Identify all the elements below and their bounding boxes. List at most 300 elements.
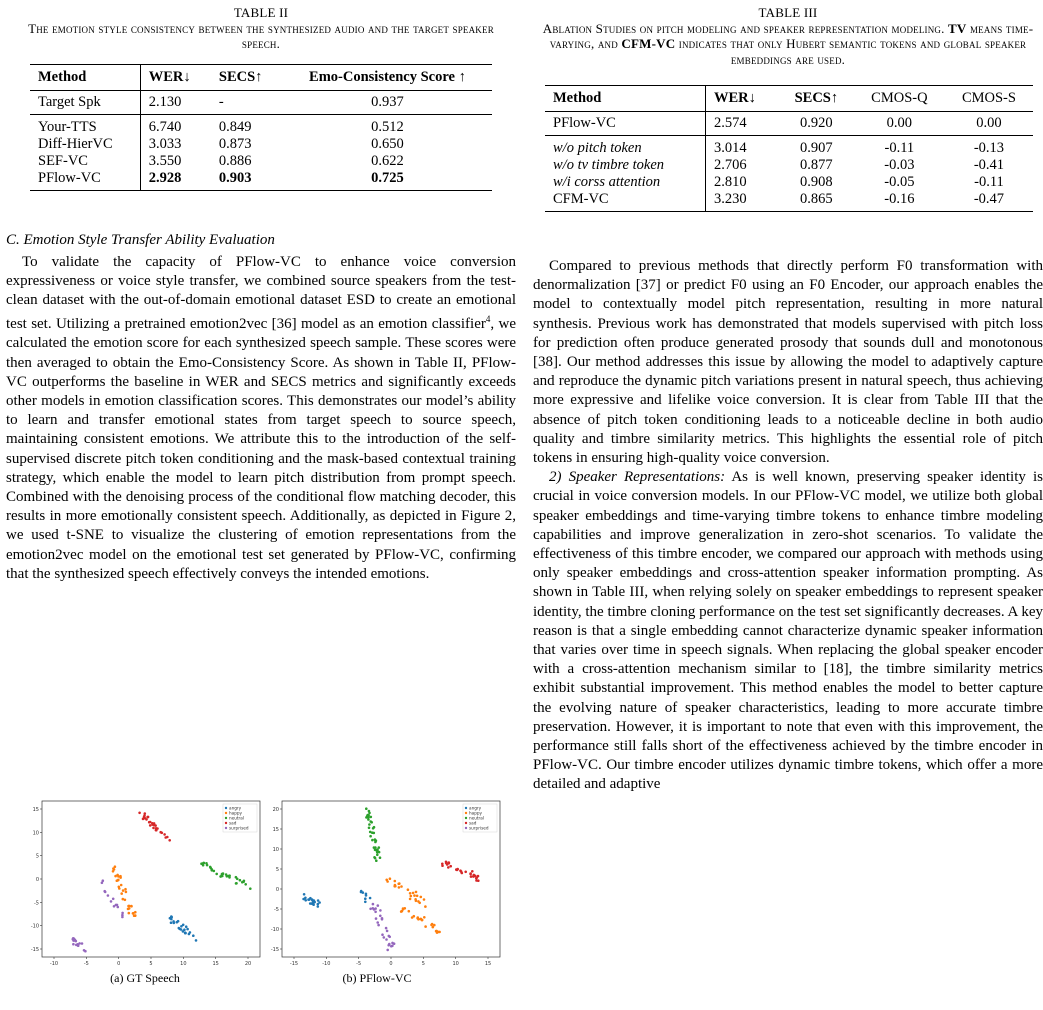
x-tick-label: -5 xyxy=(356,961,362,967)
scatter-point xyxy=(375,917,378,920)
scatter-point xyxy=(312,903,315,906)
y-tick-label: -10 xyxy=(270,927,279,933)
legend-marker xyxy=(465,812,467,814)
scatter-point xyxy=(133,914,136,917)
body-paragraph xyxy=(6,253,516,584)
scatter-point xyxy=(386,949,389,952)
scatter-point xyxy=(107,894,110,897)
scatter-point xyxy=(373,832,376,835)
scatter-point xyxy=(122,898,125,901)
paragraph-text: , we calculated the emotion score for each synthesized speech sample. These scores were then averaged to obtain the Emo-Consistency Score. As shown in Table II, PFlow-VC outperforms the baseline in WER and SECS metrics and significantly exceeds other models in emotion classification scores. This demonstrates our model’s ability to learn and transfer emotional states from target speech to source speech, maintaining consistent emotions. We attribute this to the introduction of the self-supervised discrete pitch token conditioning and the mask-based contextual training strategy, which enable the model to learn pitch distribution from prompt speech. Combined with the denoising process of the conditional flow matching decoder, this results in more emotionally consistent speech. Additionally, as depicted in Figure 2, we used t-SNE to visualize the clustering of emotion representations from the emotion2vec model on the emotional test set generated by PFlow-VC, confirming that the synthesized speech effectively conveys the intended emotions. xyxy=(6,316,516,582)
caption-abbrev-cfm: CFM-VC xyxy=(621,36,676,51)
scatter-point xyxy=(121,916,124,919)
scatter-point xyxy=(432,926,435,929)
table-row xyxy=(545,174,1033,191)
table-cell: PFlow-VC xyxy=(30,170,140,191)
table-cell: Your-TTS xyxy=(30,114,140,136)
table-cell: 2.928 xyxy=(140,170,211,191)
legend-marker xyxy=(225,812,227,814)
scatter-point xyxy=(374,846,377,849)
scatter-point xyxy=(102,879,105,882)
scatter-point xyxy=(413,894,416,897)
scatter-point xyxy=(213,870,216,873)
y-tick-label: 5 xyxy=(35,853,39,860)
caption-abbrev-tv: TV xyxy=(948,20,967,36)
table-cell: 0.903 xyxy=(211,170,283,191)
table-cell: 0.920 xyxy=(779,112,854,136)
scatter-point xyxy=(416,917,419,920)
table3-number: TABLE III xyxy=(758,5,818,20)
scatter-point xyxy=(369,897,372,900)
table-cell: -0.11 xyxy=(884,140,915,156)
table-cell: 0.622 xyxy=(371,152,404,169)
table-cell: -0.05 xyxy=(884,174,915,190)
scatter-point xyxy=(104,891,107,894)
figure-caption-a: (a) GT Speech xyxy=(110,971,180,985)
table-cell: 3.230 xyxy=(705,191,778,212)
scatter-point xyxy=(424,905,427,908)
scatter-point xyxy=(184,932,187,935)
scatter-point xyxy=(372,827,375,830)
x-tick-label: 10 xyxy=(180,961,187,967)
figure-caption-b: (b) PFlow-VC xyxy=(342,971,412,985)
scatter-point xyxy=(420,896,423,899)
legend-marker xyxy=(225,827,227,829)
scatter-point xyxy=(164,836,167,839)
table-cell: -0.41 xyxy=(973,157,1005,173)
table-cell: 0.00 xyxy=(945,112,1033,136)
scatter-point xyxy=(386,880,389,883)
table-cell: -0.47 xyxy=(945,191,1033,212)
table2-caption xyxy=(6,5,516,52)
table-row xyxy=(545,191,1033,212)
table-cell: -0.03 xyxy=(884,157,915,173)
scatter-point xyxy=(385,938,388,941)
paragraph-text: To validate the capacity of PFlow-VC to enhance voice conversion expressiveness or voice style transfer, we combined source speakers from the test-clean dataset with the out-of-domain emotional dataset ESD to create an emotional test set. Utilizing a pretrained emotion2vec [36] model as an emotion classifier xyxy=(6,253,516,333)
section-title: C. Emotion Style Transfer Ability Evaluation xyxy=(6,231,275,248)
body-paragraph xyxy=(533,468,1043,794)
table-cell: -0.11 xyxy=(974,174,1004,190)
scatter-point xyxy=(441,864,444,867)
scatter-point xyxy=(144,812,147,815)
table-cell: 0.907 xyxy=(800,140,833,156)
scatter-point xyxy=(372,907,375,910)
table3-header: CMOS-Q xyxy=(854,86,945,112)
scatter-point xyxy=(420,918,423,921)
table3-header: WER↓ xyxy=(705,86,778,112)
scatter-point xyxy=(215,873,218,876)
scatter-point xyxy=(163,833,166,836)
x-tick-label: 20 xyxy=(244,961,252,967)
scatter-point xyxy=(447,866,450,869)
scatter-point xyxy=(185,925,188,928)
scatter-point xyxy=(386,930,389,933)
table2-header: Emo-Consistency Score ↑ xyxy=(283,64,492,90)
legend-label: neutral xyxy=(469,815,484,821)
x-tick-label: -10 xyxy=(322,961,331,967)
scatter-point xyxy=(400,885,403,888)
scatter-point xyxy=(407,888,410,891)
y-tick-label: -15 xyxy=(30,947,39,953)
scatter-point xyxy=(449,865,452,868)
table2 xyxy=(30,64,492,191)
x-tick-label: 15 xyxy=(212,961,219,967)
table3-header: CMOS-S xyxy=(945,86,1033,112)
legend-label: angry xyxy=(229,805,242,811)
scatter-point xyxy=(236,878,239,881)
scatter-point xyxy=(182,930,185,933)
subsection-heading: 2) Speaker Representations: xyxy=(549,469,726,486)
scatter-point xyxy=(118,886,121,889)
figure-2 xyxy=(20,795,510,995)
scatter-point xyxy=(192,934,195,937)
table-row xyxy=(30,136,492,153)
table-cell: 2.130 xyxy=(140,90,211,114)
y-tick-label: -10 xyxy=(30,923,39,930)
scatter-point xyxy=(112,870,115,873)
table-cell: 0.877 xyxy=(800,157,833,173)
scatter-point xyxy=(219,875,222,878)
table-cell: 3.550 xyxy=(148,152,182,169)
scatter-point xyxy=(151,822,154,825)
x-tick-label: 5 xyxy=(421,961,425,967)
scatter-point xyxy=(445,861,448,864)
x-tick-label: 10 xyxy=(452,961,459,967)
scatter-point xyxy=(371,839,374,842)
legend-marker xyxy=(465,807,467,809)
scatter-point xyxy=(430,924,433,927)
y-tick-label: -15 xyxy=(270,947,279,953)
table-cell: Diff-HierVC xyxy=(30,136,140,153)
table-cell: 0.937 xyxy=(283,90,492,114)
scatter-point xyxy=(381,918,384,921)
y-tick-label: 10 xyxy=(32,830,39,837)
scatter-point xyxy=(144,817,147,820)
scatter-point xyxy=(125,891,128,894)
y-tick-label: 5 xyxy=(275,867,279,873)
scatter-point xyxy=(471,870,474,873)
scatter-point xyxy=(394,880,397,883)
scatter-point xyxy=(464,871,467,874)
x-tick-label: 0 xyxy=(389,961,393,967)
scatter-point xyxy=(241,881,244,884)
table-row xyxy=(30,153,492,170)
scatter-point xyxy=(377,904,380,907)
table-cell: 0.512 xyxy=(371,118,404,135)
scatter-point xyxy=(365,894,368,897)
scatter-point xyxy=(317,905,320,908)
scatter-point xyxy=(391,945,394,948)
scatter-point xyxy=(366,815,369,818)
table2-caption-text: The emotion style consistency between the synthesized audio and the target speaker speech. xyxy=(28,20,494,51)
table-cell: -0.16 xyxy=(854,191,945,212)
scatter-point xyxy=(209,866,212,869)
y-tick-label: -5 xyxy=(34,900,39,907)
scatter-point xyxy=(383,936,386,939)
table3-caption-text: Ablation Studies on pitch modeling and speaker representation modeling. TV means time-varying, and CFM-VC indicates that only Hubert semantic tokens and global speaker embeddings are used. xyxy=(542,20,1034,67)
scatter-point xyxy=(132,912,135,915)
scatter-point xyxy=(77,944,80,947)
scatter-point xyxy=(117,906,120,909)
scatter-point xyxy=(221,873,224,876)
scatter-point xyxy=(388,943,391,946)
table-row xyxy=(30,170,492,191)
right-column xyxy=(533,0,1043,795)
tsne-panel-gt xyxy=(31,801,260,967)
table3-header: Method xyxy=(545,86,705,112)
scatter-point xyxy=(362,891,365,894)
scatter-point xyxy=(121,912,124,915)
scatter-point xyxy=(138,812,141,815)
scatter-point xyxy=(398,886,401,889)
table-cell: Target Spk xyxy=(30,90,140,114)
scatter-point xyxy=(249,887,252,890)
scatter-point xyxy=(368,812,371,815)
y-tick-label: 0 xyxy=(275,887,279,893)
scatter-point xyxy=(368,823,371,826)
scatter-point xyxy=(369,831,372,834)
scatter-point xyxy=(180,925,183,928)
table-row xyxy=(30,114,492,136)
table-cell: 0.725 xyxy=(283,170,492,191)
scatter-point xyxy=(120,892,123,895)
table-cell: CFM-VC xyxy=(545,191,705,212)
scatter-point xyxy=(364,897,367,900)
scatter-point xyxy=(170,921,173,924)
scatter-point xyxy=(147,816,150,819)
scatter-point xyxy=(376,851,379,854)
scatter-point xyxy=(365,807,368,810)
scatter-point xyxy=(161,832,164,835)
legend-label: neutral xyxy=(229,815,244,821)
table-row xyxy=(545,136,1033,158)
scatter-point xyxy=(408,910,411,913)
scatter-point xyxy=(309,902,312,905)
scatter-point xyxy=(470,875,473,878)
scatter-point xyxy=(176,921,179,924)
scatter-point xyxy=(202,862,205,865)
scatter-point xyxy=(370,816,373,819)
scatter-point xyxy=(235,882,238,885)
scatter-point xyxy=(402,908,405,911)
x-tick-label: 0 xyxy=(117,961,121,967)
scatter-point xyxy=(189,931,192,934)
scatter-point xyxy=(388,936,391,939)
scatter-point xyxy=(417,900,420,903)
scatter-point xyxy=(128,912,131,915)
footnote-mark: 4 xyxy=(485,314,491,325)
scatter-point xyxy=(377,924,380,927)
table-cell: 0.650 xyxy=(371,135,404,152)
scatter-point xyxy=(72,943,75,946)
scatter-point xyxy=(374,849,377,852)
scatter-point xyxy=(364,901,367,904)
legend-label: surprised xyxy=(229,825,249,831)
table-cell: 0.00 xyxy=(854,112,945,136)
scatter-point xyxy=(114,875,117,878)
table3-caption xyxy=(533,5,1043,67)
scatter-point xyxy=(374,839,377,842)
legend-marker xyxy=(465,822,467,824)
tsne-figure xyxy=(20,795,510,975)
scatter-point xyxy=(379,915,382,918)
table-cell: 0.849 xyxy=(218,118,252,135)
scatter-point xyxy=(381,933,384,936)
scatter-point xyxy=(385,927,388,930)
scatter-point xyxy=(309,897,312,900)
tsne-panel-pflow xyxy=(271,801,500,967)
scatter-point xyxy=(128,907,131,910)
x-tick-label: -5 xyxy=(83,961,89,967)
scatter-point xyxy=(394,885,397,888)
scatter-point xyxy=(195,939,198,942)
table3 xyxy=(545,85,1033,212)
legend-label: sad xyxy=(469,820,477,826)
x-tick-label: 15 xyxy=(484,961,492,967)
scatter-point xyxy=(178,928,181,931)
legend-label: happy xyxy=(229,810,243,816)
legend-label: surprised xyxy=(469,825,489,831)
scatter-point xyxy=(373,856,376,859)
scatter-point xyxy=(415,900,418,903)
legend-marker xyxy=(225,822,227,824)
y-tick-label: 10 xyxy=(272,847,279,853)
scatter-point xyxy=(110,900,113,903)
scatter-point xyxy=(122,889,125,892)
scatter-point xyxy=(424,925,427,928)
scatter-point xyxy=(461,872,464,875)
scatter-point xyxy=(113,905,116,908)
y-tick-label: 20 xyxy=(272,807,279,813)
table2-header: WER↓ xyxy=(140,64,211,90)
table-cell: 0.886 xyxy=(218,152,252,169)
scatter-point xyxy=(148,821,151,824)
table-cell: 2.706 xyxy=(713,157,747,173)
scatter-point xyxy=(206,864,209,867)
legend-label: happy xyxy=(469,810,483,816)
table-row xyxy=(30,90,492,114)
table-cell: w/o tv timbre token xyxy=(545,157,705,174)
table2-header: SECS↑ xyxy=(211,64,283,90)
table-cell: w/o pitch token xyxy=(545,136,705,158)
scatter-point xyxy=(168,839,171,842)
scatter-point xyxy=(149,824,152,827)
scatter-point xyxy=(170,916,173,919)
y-tick-label: 0 xyxy=(35,877,39,883)
scatter-point xyxy=(389,877,392,880)
scatter-point xyxy=(398,882,401,885)
scatter-point xyxy=(375,859,378,862)
scatter-point xyxy=(239,879,242,882)
scatter-point xyxy=(369,820,372,823)
scatter-point xyxy=(130,905,133,908)
scatter-point xyxy=(112,898,115,901)
table-cell: 3.033 xyxy=(148,135,182,152)
scatter-point xyxy=(117,879,120,882)
scatter-point xyxy=(152,827,155,830)
table-row xyxy=(545,157,1033,174)
table-cell: 0.873 xyxy=(218,135,252,152)
scatter-point xyxy=(409,892,412,895)
y-tick-label: 15 xyxy=(32,807,39,813)
scatter-point xyxy=(313,901,316,904)
scatter-point xyxy=(374,911,377,914)
scatter-point xyxy=(379,856,382,859)
table-cell: 6.740 xyxy=(148,118,182,135)
scatter-point xyxy=(74,939,77,942)
table-cell: SEF-VC xyxy=(30,153,140,170)
scatter-point xyxy=(83,949,86,952)
x-tick-label: -10 xyxy=(49,961,59,967)
scatter-point xyxy=(469,873,472,876)
scatter-point xyxy=(423,898,426,901)
scatter-point xyxy=(318,901,321,904)
table-cell: PFlow-VC xyxy=(545,112,705,136)
scatter-point xyxy=(128,905,131,908)
scatter-point xyxy=(304,899,307,902)
legend-marker xyxy=(225,817,227,819)
table3-header: SECS↑ xyxy=(779,86,854,112)
scatter-point xyxy=(124,888,127,891)
x-tick-label: -15 xyxy=(289,961,299,967)
scatter-point xyxy=(455,868,458,871)
scatter-point xyxy=(415,891,418,894)
scatter-point xyxy=(304,897,307,900)
left-column xyxy=(6,0,516,584)
table-cell: 0.865 xyxy=(779,191,854,212)
scatter-point xyxy=(173,922,176,925)
scatter-point xyxy=(409,898,412,901)
body-paragraph: Compared to previous methods that directly perform F0 transformation with denormalization [37] or predict F0 using an F0 Encoder, our approach enables the model to contextually model pitch representation, resulting in more natural synthesis. Previous work has demonstrated that models supervised with pitch loss for prediction often produce generated prosody that sounds dull and monotonous [38]. Our method addresses this issue by allowing the model to adaptively capture and reproduce the dynamic pitch variations present in natural speech, thus achieving more expressive and lifelike voice conversion. It is clear from Table III that the absence of pitch token conditioning leads to a noticeable decline in both audio quality and timbre similarity metrics. This highlights the essential role of pitch tokens in ensuring high-quality voice conversion. xyxy=(533,258,1043,467)
legend-label: sad xyxy=(229,820,237,826)
scatter-point xyxy=(134,911,137,914)
scatter-point xyxy=(81,942,84,945)
legend-marker xyxy=(225,807,227,809)
scatter-point xyxy=(410,895,413,898)
scatter-point xyxy=(119,875,122,878)
scatter-point xyxy=(435,930,438,933)
scatter-point xyxy=(376,854,379,857)
scatter-point xyxy=(376,921,379,924)
table2-number: TABLE II xyxy=(233,5,289,20)
table-cell: 2.810 xyxy=(713,174,747,190)
table-cell: - xyxy=(211,90,283,114)
scatter-point xyxy=(368,827,371,830)
scatter-point xyxy=(378,846,381,849)
legend-marker xyxy=(465,817,467,819)
table-cell: -0.13 xyxy=(973,140,1005,156)
scatter-point xyxy=(369,908,372,911)
scatter-point xyxy=(379,909,382,912)
table-cell: 3.014 xyxy=(713,140,747,156)
scatter-point xyxy=(412,892,415,895)
scatter-point xyxy=(423,916,426,919)
table2-header: Method xyxy=(30,64,140,90)
scatter-point xyxy=(244,883,247,886)
scatter-point xyxy=(228,874,231,877)
scatter-point xyxy=(477,879,480,882)
scatter-point xyxy=(226,875,229,878)
scatter-point xyxy=(303,893,306,896)
scatter-point xyxy=(472,875,475,878)
scatter-point xyxy=(413,915,416,918)
scatter-point xyxy=(391,942,394,945)
scatter-point xyxy=(416,895,419,898)
scatter-point xyxy=(448,862,451,865)
table-cell: 2.574 xyxy=(705,112,778,136)
scatter-point xyxy=(112,867,115,870)
table-cell: w/i corss attention xyxy=(545,174,705,191)
